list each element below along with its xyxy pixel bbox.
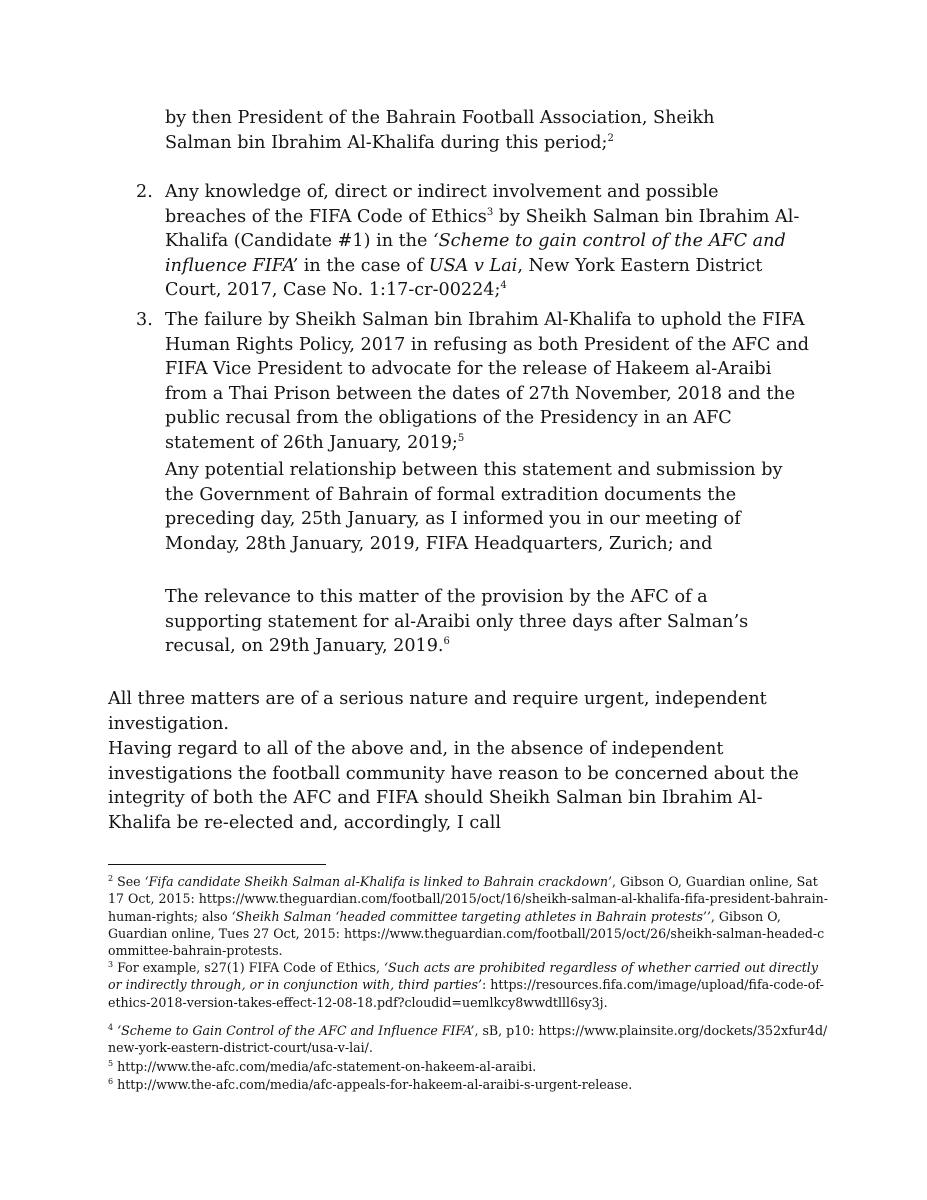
fn2-text-b: , Gibson O, Guardian online, Sat 17 Oct, 2015: (108, 874, 818, 907)
fn5-number: 5 (108, 1059, 114, 1068)
carryover-paragraph (165, 106, 785, 155)
summary-paragraph: All three matters are of a serious nature and require urgent, independent investigation. (108, 689, 767, 734)
footnote-2 (108, 873, 828, 959)
fn3-text-b: : (481, 977, 491, 993)
fn5-link[interactable]: http://www.the-afc.com/media/afc-statement-on-hakeem-al-araibi. (113, 1059, 537, 1074)
fn3-text-a: For example, s27(1) FIFA Code of Ethics, (113, 960, 384, 975)
fn2-title-2: ‘Sheikh Salman ‘headed committee targeting athletes in Bahrain protests’’ (231, 908, 711, 924)
fn3-number: 3 (108, 960, 114, 969)
item2-text-c: in the case of (298, 255, 429, 276)
footnote-ref-4: 4 (500, 280, 507, 292)
fn3-quote: ‘Such acts are prohibited regardless of whether carried out directly or indirectly through, or in conjunction with, third parties’ (108, 960, 818, 993)
carryover-text: by then President of the Bahrain Football Association, Sheikh Salman bin Ibrahim Al-Khalifa during this period; (165, 108, 715, 153)
list-item-3 (165, 308, 815, 456)
item3-subparagraph-1: Any potential relationship between this statement and submission by the Government of Bahrain of formal extradition documents the preceding day, 25th January, as I informed you in our meeting of Monday, 28th January, 2019, FIFA Headquarters, Zurich; and (165, 460, 783, 554)
closing-paragraph: Having regard to all of the above and, in the absence of independent investigations the football community have reason to be concerned about the integrity of both the AFC and FIFA should Sheikh Salman bin Ibrahim Al-Khalifa be re-elected and, accordingly, I call (108, 739, 799, 833)
fn2-link-1[interactable]: https://www.theguardian.com/football/2015/oct/16/sheikh-salman-al-khalifa-fifa-president-bahrain-human-rights; (108, 891, 829, 924)
item3-text: The failure by Sheikh Salman bin Ibrahim Al-Khalifa to uphold the FIFA Human Rights Policy, 2017 in refusing as both President of the AFC and FIFA Vice President to advocate for the release of Hakeem al-Araibi from a Thai Prison between the dates of 27th November, 2018 and the public recusal from the obligations of the Presidency in an AFC statement of 26th January, 2019; (165, 310, 810, 453)
list-number-3: 3. (136, 310, 153, 330)
footnote-ref-6: 6 (443, 636, 450, 648)
footnote-ref-2: 2 (607, 132, 614, 144)
fn2-number: 2 (108, 874, 114, 883)
fn2-title-1: ‘Fifa candidate Sheikh Salman al-Khalifa is linked to Bahrain crackdown’ (144, 874, 612, 889)
footnote-5 (108, 1058, 828, 1075)
item2-text-b: by Sheikh Salman bin Ibrahim Al-Khalifa (Candidate #1) in the (165, 206, 800, 252)
footnote-3 (108, 959, 828, 1011)
fn4-text-a: , sB, p10: (474, 1023, 539, 1038)
fn4-number: 4 (108, 1023, 114, 1032)
fn6-link[interactable]: http://www.the-afc.com/media/afc-appeals-for-hakeem-al-araibi-s-urgent-release. (113, 1077, 633, 1092)
list-number-2: 2. (136, 182, 153, 202)
footnote-separator (108, 864, 326, 865)
item3-sub2-text: The relevance to this matter of the provision by the AFC of a supporting statement for al-Araibi only three days after Salman’s recusal, on 29th January, 2019. (165, 587, 749, 657)
fn4-link[interactable]: https://www.plainsite.org/dockets/352xfur4d/new-york-eastern-district-court/usa-v-lai/. (108, 1023, 828, 1056)
footnote-6 (108, 1076, 828, 1093)
footnote-4 (108, 1022, 828, 1057)
list-item-2 (165, 180, 805, 303)
case-name: USA v Lai (428, 255, 518, 276)
item3-subparagraph-2 (165, 585, 805, 659)
item2-text-d: , New York Eastern District Court, 2017, Case No. 1:17-cr-00224; (165, 255, 763, 301)
item2-text-a: Any knowledge of, direct or indirect involvement and possible breaches of the FIFA Code of Ethics (165, 182, 719, 227)
fn3-link[interactable]: https://resources.fifa.com/image/upload/fifa-code-of-ethics-2018-version-takes-effect-12-08-18.pdf?cloudid=uemlkcy8wwdtlll6sy3j. (108, 977, 824, 1010)
footnote-ref-3: 3 (486, 206, 494, 218)
fn6-number: 6 (108, 1077, 114, 1086)
fn2-link-2[interactable]: https://www.theguardian.com/football/2015/oct/26/sheikh-salman-headed-committee-bahrain-protests. (108, 925, 825, 959)
fn4-title: ‘Scheme to Gain Control of the AFC and Influence FIFA’ (113, 1023, 475, 1038)
fn2-text-d: , Gibson O, Guardian online, Tues 27 Oct, 2015: (108, 908, 781, 941)
fn2-text-a: See (113, 874, 145, 889)
fn2-text-c: also (198, 908, 232, 924)
footnote-ref-5: 5 (457, 432, 465, 444)
scheme-title: ‘Scheme to gain control of the AFC and influence FIFA’ (165, 231, 786, 276)
